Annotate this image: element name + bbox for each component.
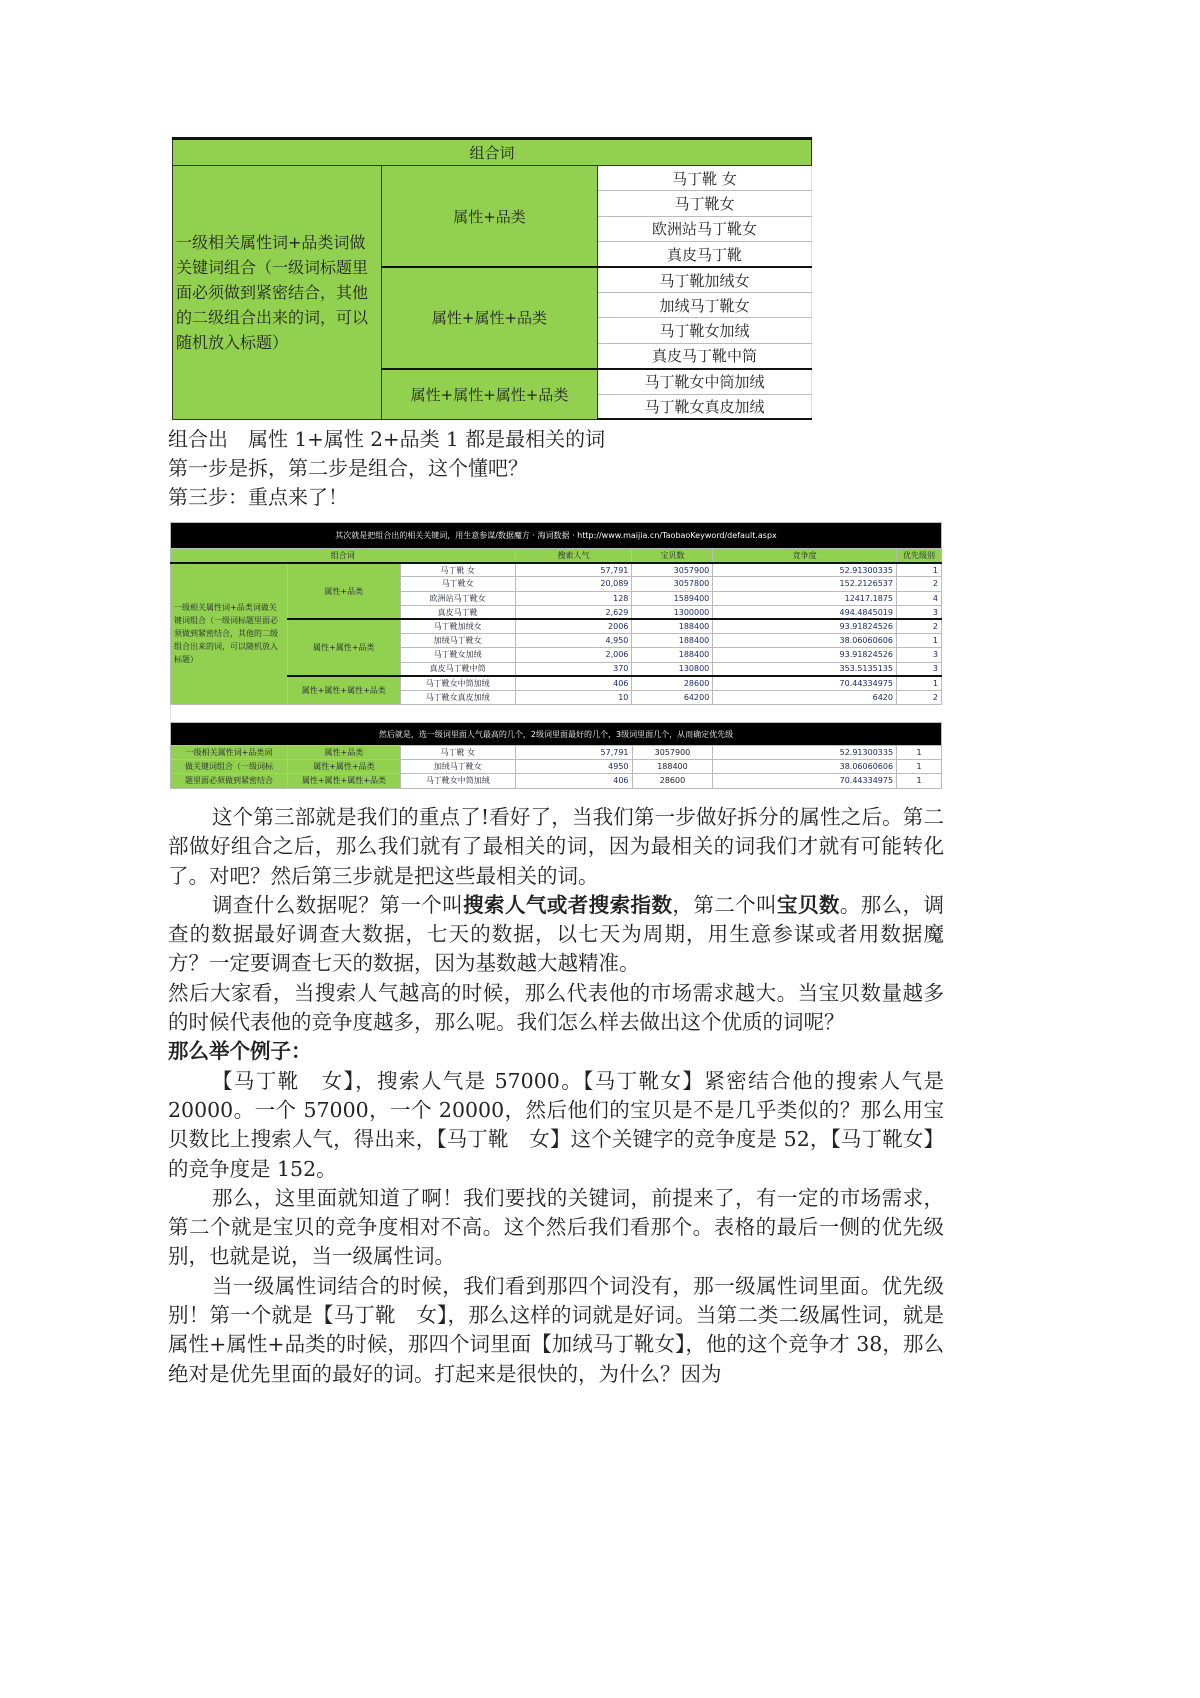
keyword-cell: 马丁靴女加绒 [598,318,812,343]
group-type: 属性+属性+品类 [382,267,598,369]
column-header: 竞争度 [713,549,897,563]
table-row [171,563,942,577]
table-row [171,746,942,760]
keyword-cell: 真皮马丁靴中筒 [598,343,812,368]
value-cell: 57,791 [515,746,632,760]
value-cell: 38.06060606 [713,634,897,648]
paragraph [168,979,944,1038]
keyword-cell: 加绒马丁靴女 [598,292,812,317]
paragraph [168,1037,944,1066]
value-cell: 1300000 [632,605,713,619]
value-cell: 1 [896,634,941,648]
table-row [171,774,942,788]
group-type: 属性+属性+属性+品类 [287,774,400,788]
keyword-cell: 马丁靴加绒女 [400,619,515,633]
value-cell: 64200 [632,690,713,704]
value-cell: 6420 [713,690,897,704]
value-cell: 188400 [632,760,713,774]
group-type: 属性+品类 [287,563,400,620]
keyword-cell: 真皮马丁靴 [598,242,812,267]
value-cell: 2 [896,619,941,633]
value-cell: 1 [896,676,941,690]
keyword-cell: 马丁靴女真皮加绒 [598,394,812,419]
value-cell: 28600 [632,676,713,690]
description-cell: 一级相关属性词+品类词 [171,746,288,760]
text-line: 组合出 属性 1+属性 2+品类 1 都是最相关的词 [168,427,606,451]
value-cell: 93.91824526 [713,619,897,633]
keyword-cell: 马丁靴女真皮加绒 [400,690,515,704]
table-title: 其次就是把组合出的相关关键词，用生意参谋/数据魔方 · 淘词数据 · http://www.maijia.cn/TaobaoKeyword/default.aspx [171,523,942,549]
value-cell: 93.91824526 [713,648,897,662]
keyword-cell: 加绒马丁靴女 [400,760,515,774]
description-cell: 一级相关属性词+品类词做关键词组合（一级词标题里面必须做到紧密结合，其他的二级组合出来的词，可以随机放入标题） [171,563,288,705]
group-type: 属性+品类 [382,166,598,268]
keyword-cell: 欧洲站马丁靴女 [598,216,812,241]
text-span: 这个第三部就是我们的重点了!看好了，当我们第一步做好拆分的属性之后。第二部做好组合之后，那么我们就有了最相关的词，因为最相关的词我们才就有可能转化了。对吧？然后第三步就是把这些最相关的词。 [168,805,944,888]
paragraph [168,1184,944,1272]
text-span: ，第二个叫 [672,892,778,917]
bold-text: 搜索人气或者搜索指数 [463,892,673,917]
text-span: 调查什么数据呢？第一个叫 [212,892,464,917]
keyword-cell: 马丁靴女 [598,191,812,216]
text-span: 然后大家看，当搜索人气越高的时候，那么代表他的市场需求越大。当宝贝数量越多的时候代表他的竞争度越多，那么呢。我们怎么样去做出这个优质的词呢？ [168,980,944,1035]
table-title: 然后就是，选一级词里面人气最高的几个，2级词里面最好的几个，3级词里面几个，从而确定优先级 [171,723,942,746]
value-cell: 70.44334975 [713,676,897,690]
group-type: 属性+品类 [287,746,400,760]
keyword-cell: 加绒马丁靴女 [400,634,515,648]
keyword-cell: 马丁靴女中筒加绒 [400,676,515,690]
value-cell: 4 [896,591,941,605]
value-cell: 2 [896,690,941,704]
text-span: 那么，这里面就知道了啊！我们要找的关键词，前提来了，有一定的市场需求，第二个就是宝贝的竞争度相对不高。这个然后我们看那个。表格的最后一侧的优先级别，也就是说，当一级属性词。 [168,1185,944,1269]
value-cell: 406 [515,774,632,788]
body-text [168,803,944,1389]
value-cell: 12417.1875 [713,591,897,605]
text-span: 当一级属性词结合的时候，我们看到那四个词没有，那一级属性词里面。优先级别！第一个就是【马丁靴 女】，那么这样的词就是好词。当第二类二级属性词，就是属性+属性+品类的时候，那四个词里面【加绒马丁靴女】，他的这个竞争才 38，那么绝对是优先里面的最好的词。打起来是很快的，为什么？因为 [168,1273,944,1386]
value-cell: 188400 [632,634,713,648]
table-header: 组合词 [173,139,812,166]
keyword-cell: 马丁靴 女 [400,563,515,577]
value-cell: 3 [896,662,941,676]
value-cell: 152.2126537 [713,577,897,591]
keyword-cell: 马丁靴 女 [400,746,515,760]
column-header: 组合词 [171,549,516,563]
value-cell: 128 [515,591,632,605]
text-span: 。那么，调查的数据最好调查大数据，七天的数据，以七天为周期，用生意参谋或者用数据魔方？一定要调查七天的数据，因为基数越大越精准。 [168,892,945,976]
keyword-cell: 真皮马丁靴中筒 [400,662,515,676]
value-cell: 2 [896,577,941,591]
value-cell: 1 [897,760,942,774]
group-type: 属性+属性+品类 [287,760,400,774]
keyword-data-table [170,522,942,719]
value-cell: 2,629 [515,605,632,619]
value-cell: 2,006 [515,648,632,662]
value-cell: 4,950 [515,634,632,648]
value-cell: 2006 [515,619,632,633]
description-cell: 一级相关属性词+品类词做关键词组合（一级词标题里面必须做到紧密结合，其他的二级组合出来的词，可以随机放入标题） [173,166,382,420]
bold-text: 宝贝数 [777,892,840,917]
value-cell: 1 [896,563,941,577]
value-cell: 70.44334975 [713,774,897,788]
value-cell: 52.91300335 [713,563,897,577]
value-cell: 188400 [632,648,713,662]
value-cell: 353.5135135 [713,662,897,676]
priority-table [170,722,942,789]
paragraph [168,1067,944,1184]
text-span: 【马丁靴 女】，搜索人气是 57000。【马丁靴女】紧密结合他的搜索人气是 20000。一个 57000，一个 20000，然后他们的宝贝是不是几乎类似的？那么用宝贝数比上搜索人气，得出来，【马丁靴 女】这个关键字的竞争度是 52，【马丁靴女】的竞争度是 152。 [168,1068,944,1181]
keyword-cell: 马丁靴女中筒加绒 [598,369,812,394]
value-cell: 3 [896,605,941,619]
group-type: 属性+属性+属性+品类 [287,676,400,704]
value-cell: 10 [515,690,632,704]
text-line: 第一步是拆，第二步是组合，这个懂吧？ [168,456,528,480]
paragraph [168,891,944,979]
value-cell: 494.4845019 [713,605,897,619]
value-cell: 406 [515,676,632,690]
value-cell: 3057900 [632,563,713,577]
keyword-combination-table [172,137,812,420]
value-cell: 3057900 [632,746,713,760]
keyword-cell: 马丁靴加绒女 [598,267,812,292]
keyword-cell: 真皮马丁靴 [400,605,515,619]
value-cell: 1 [897,774,942,788]
description-cell: 题里面必须做到紧密结合 [171,774,288,788]
keyword-cell: 马丁靴女中筒加绒 [400,774,515,788]
keyword-cell: 马丁靴女 [400,577,515,591]
keyword-cell: 马丁靴女加绒 [400,648,515,662]
description-cell: 做关键词组合（一级词标 [171,760,288,774]
column-header: 优先级别 [896,549,941,563]
column-header: 宝贝数 [632,549,713,563]
group-type: 属性+属性+品类 [287,619,400,676]
group-type: 属性+属性+属性+品类 [382,369,598,420]
paragraph [168,803,944,891]
value-cell: 52.91300335 [713,746,897,760]
value-cell: 57,791 [515,563,632,577]
value-cell: 3 [896,648,941,662]
value-cell: 4950 [515,760,632,774]
table-row [171,760,942,774]
keyword-cell: 马丁靴 女 [598,166,812,191]
column-header: 搜索人气 [515,549,632,563]
paragraph [168,1272,944,1389]
value-cell: 1 [897,746,942,760]
keyword-cell: 欧洲站马丁靴女 [400,591,515,605]
value-cell: 3057800 [632,577,713,591]
text-line: 第三步：重点来了！ [168,485,348,509]
value-cell: 1589400 [632,591,713,605]
value-cell: 28600 [632,774,713,788]
value-cell: 130800 [632,662,713,676]
value-cell: 370 [515,662,632,676]
value-cell: 20,089 [515,577,632,591]
bold-text: 那么举个例子： [168,1039,312,1064]
value-cell: 188400 [632,619,713,633]
value-cell: 38.06060606 [713,760,897,774]
